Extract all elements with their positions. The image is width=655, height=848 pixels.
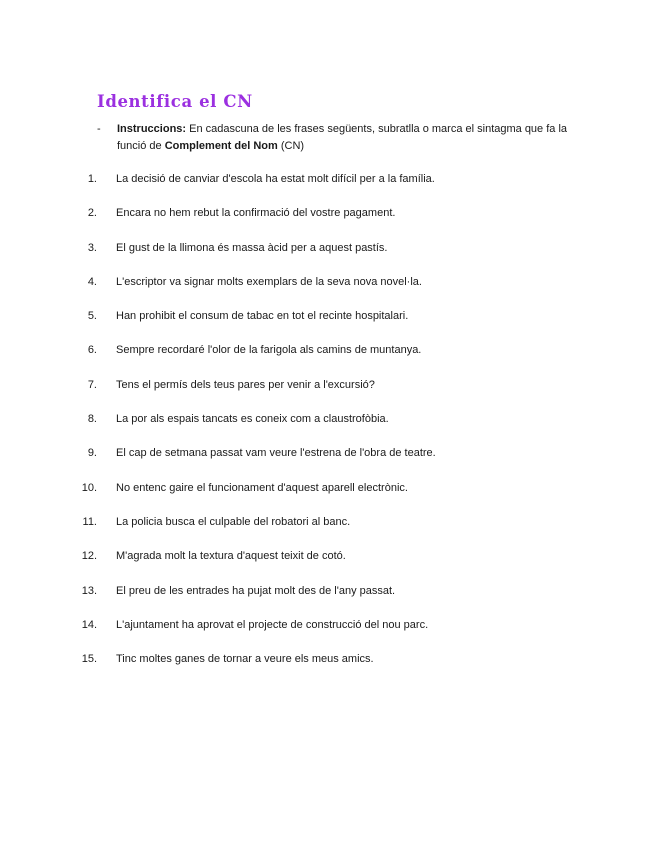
item-number: 12. xyxy=(81,550,97,563)
list-item xyxy=(0,548,655,582)
item-number: 3. xyxy=(87,241,97,254)
item-text: Tens el permís dels teus pares per venir a l'excursió? xyxy=(116,378,375,391)
item-number: 4. xyxy=(87,275,97,288)
item-text: Tinc moltes ganes de tornar a veure els meus amics. xyxy=(116,653,374,666)
list-item xyxy=(0,240,655,274)
item-text: La decisió de canviar d'escola ha estat molt difícil per a la família. xyxy=(116,173,435,185)
list-item xyxy=(0,411,655,445)
list-item xyxy=(0,342,655,376)
item-text: Sempre recordaré l'olor de la farigola als camins de muntanya. xyxy=(116,344,422,357)
list-item xyxy=(0,274,655,308)
item-text: L'ajuntament ha aprovat el projecte de construcció del nou parc. xyxy=(116,618,429,631)
list-item xyxy=(0,171,655,205)
item-text: Han prohibit el consum de tabac en tot el recinte hospitalari. xyxy=(116,310,409,323)
page-title: Identifica el CN xyxy=(97,92,253,111)
instructions-bold-term: Complement del Nom xyxy=(164,140,278,152)
item-number: 15. xyxy=(81,653,97,666)
list-item xyxy=(0,480,655,514)
item-number: 6. xyxy=(87,344,97,357)
item-number: 14. xyxy=(81,618,97,631)
item-text: La por als espais tancats es coneix com a claustrofòbia. xyxy=(116,413,389,426)
item-number: 9. xyxy=(87,447,97,460)
instructions-label: Instruccions: xyxy=(117,123,187,135)
list-item xyxy=(0,377,655,411)
list-item xyxy=(0,308,655,342)
item-text: El cap de setmana passat vam veure l'estrena de l'obra de teatre. xyxy=(116,447,436,460)
instructions-text-after: (CN) xyxy=(277,140,305,152)
instructions-text: En cadascuna de les frases següents, subratlla o marca el sintagma que fa la funció de xyxy=(117,123,568,152)
instructions-bullet: - xyxy=(97,123,101,135)
list-item xyxy=(0,205,655,239)
item-number: 2. xyxy=(87,207,97,220)
item-text: No entenc gaire el funcionament d'aquest aparell electrònic. xyxy=(116,481,408,494)
item-number: 8. xyxy=(87,413,97,426)
list-item xyxy=(0,583,655,617)
item-text: M'agrada molt la textura d'aquest teixit de cotó. xyxy=(116,550,346,563)
item-text: L'escriptor va signar molts exemplars de la seva nova novel·la. xyxy=(116,275,422,288)
item-text: El preu de les entrades ha pujat molt des de l'any passat. xyxy=(116,584,396,597)
list-item xyxy=(0,617,655,651)
list-item xyxy=(0,445,655,479)
item-number: 13. xyxy=(81,584,97,597)
item-number: 11. xyxy=(82,515,97,528)
item-text: El gust de la llimona és massa àcid per a aquest pastís. xyxy=(116,241,388,254)
item-number: 1. xyxy=(87,173,97,185)
item-number: 7. xyxy=(87,378,97,391)
list-item xyxy=(0,651,655,685)
instructions xyxy=(97,121,577,155)
sentence-list xyxy=(0,171,655,685)
item-text: Encara no hem rebut la confirmació del vostre pagament. xyxy=(116,207,396,220)
list-item xyxy=(0,514,655,548)
item-number: 10. xyxy=(81,481,97,494)
item-number: 5. xyxy=(87,310,97,323)
item-text: La policia busca el culpable del robatori al banc. xyxy=(116,515,351,528)
instructions-body xyxy=(117,121,577,155)
